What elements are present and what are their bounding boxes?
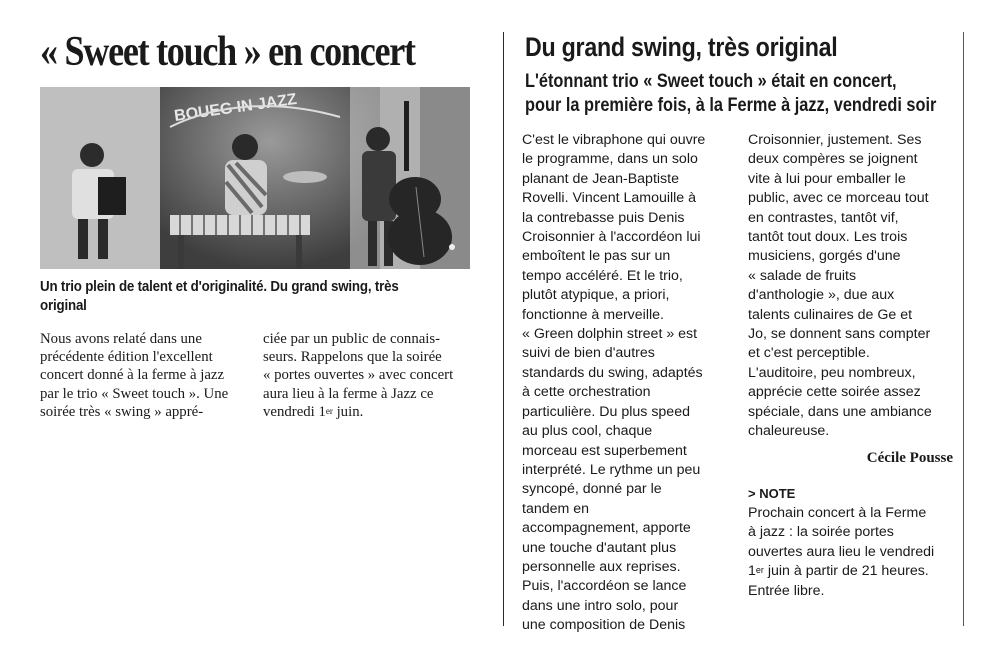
body-line: spéciale, dans une ambiance bbox=[748, 403, 932, 420]
body-line: particulière. Du plus speed bbox=[522, 403, 690, 420]
body-line: une composition de Denis bbox=[522, 617, 686, 634]
brief-line: seurs. Rappelons que la soirée bbox=[263, 349, 442, 366]
standfirst-line: pour la première fois, à la Ferme à jazz, vendredi soir bbox=[525, 95, 937, 116]
body-line: planant de Jean-Baptiste bbox=[522, 170, 679, 187]
body-line: interprété. Le rythme un peu bbox=[522, 461, 701, 478]
body-line: musiciens, gorgés d'une bbox=[748, 248, 901, 265]
brief-line: concert donné à la ferme à jazz bbox=[40, 367, 225, 384]
brief-column-1 bbox=[40, 330, 242, 421]
body-line: « Green dolphin street » est bbox=[522, 326, 698, 343]
body-line: Croisonnier, justement. Ses bbox=[748, 132, 922, 148]
body-line: Rovelli. Vincent Lamouille à bbox=[522, 190, 697, 207]
concert-photo-illustration bbox=[40, 87, 470, 269]
body-line: C'est le vibraphone qui ouvre bbox=[522, 132, 706, 148]
photo-sign-text: BOUEG IN JAZZ bbox=[173, 90, 298, 125]
body-line: le programme, dans un solo bbox=[522, 151, 698, 168]
body-line: standards du swing, adaptés bbox=[522, 364, 703, 381]
brief-line: « portes ouvertes » avec concert bbox=[263, 367, 454, 384]
left-headline: « Sweet touch » en concert bbox=[40, 29, 415, 75]
note-line-suffix: juin à partir de 21 heures. bbox=[763, 563, 929, 580]
body-line: Puis, l'accordéon se lance bbox=[522, 578, 687, 595]
body-line: accompagnement, apporte bbox=[522, 520, 691, 537]
body-line: plutôt atypique, a priori, bbox=[522, 287, 670, 304]
brief-line: aura lieu à la ferme à Jazz ce bbox=[263, 385, 434, 402]
right-edge-rule bbox=[963, 32, 964, 626]
body-line: Croisonnier à l'accordéon lui bbox=[522, 229, 701, 246]
brief-column-2 bbox=[263, 330, 469, 421]
body-line: d'anthologie », due aux bbox=[748, 287, 895, 304]
body-line: dans une intro solo, pour bbox=[522, 597, 679, 614]
body-line: « salade de fruits bbox=[748, 267, 857, 284]
byline: Cécile Pousse bbox=[866, 450, 953, 466]
concert-photo bbox=[40, 87, 470, 269]
right-headline: Du grand swing, très original bbox=[525, 32, 838, 62]
body-line: Jo, se donnent sans compter bbox=[748, 326, 931, 343]
body-line: en contrastes, tantôt vif, bbox=[748, 209, 899, 226]
body-line: talents culinaires de Ge et bbox=[748, 306, 913, 323]
note-line: Prochain concert à la Ferme bbox=[748, 505, 927, 521]
body-line: tandem en bbox=[522, 500, 590, 517]
body-line: morceau est superbement bbox=[522, 442, 687, 459]
note-line: à jazz : la soirée portes bbox=[748, 524, 894, 541]
body-line: apprécie cette soirée assez bbox=[748, 384, 921, 401]
brief-line-suffix: juin. bbox=[332, 403, 364, 420]
body-line: chaleureuse. bbox=[748, 423, 830, 440]
brief-line: soirée très « swing » appré- bbox=[40, 403, 204, 420]
body-line: public, avec ce morceau tout bbox=[748, 190, 929, 207]
body-line: suivi de bien d'autres bbox=[522, 345, 655, 362]
note-line-date bbox=[748, 562, 958, 581]
brief-line: précédente édition l'excellent bbox=[40, 349, 213, 366]
body-line: emboîtent le pas sur un bbox=[522, 248, 671, 265]
photo-caption-text: Un trio plein de talent et d'originalité. Du grand swing, très original bbox=[40, 279, 399, 314]
body-line: au plus cool, chaque bbox=[522, 423, 653, 440]
standfirst-line: L'étonnant trio « Sweet touch » était en concert, bbox=[525, 71, 897, 92]
brief-line-sup: er bbox=[325, 405, 333, 416]
column-divider bbox=[503, 32, 504, 626]
note-line: ouvertes aura lieu le vendredi bbox=[748, 543, 935, 560]
body-column-1 bbox=[522, 131, 732, 636]
brief-line-last bbox=[263, 403, 469, 421]
body-column-2 bbox=[748, 131, 958, 442]
note-text bbox=[748, 504, 958, 601]
body-line: tempo accéléré. Et le trio, bbox=[522, 267, 683, 284]
note-line: Entrée libre. bbox=[748, 582, 825, 599]
body-line: fonctionne à merveille. bbox=[522, 306, 664, 323]
brief-line: par le trio « Sweet touch ». Une bbox=[40, 385, 229, 402]
note-label: > NOTE bbox=[748, 486, 796, 501]
brief-line: Nous avons relaté dans une bbox=[40, 331, 202, 347]
body-line: personnelle aux reprises. bbox=[522, 558, 681, 575]
body-line: et c'est perceptible. bbox=[748, 345, 870, 362]
note-line-prefix: 1 bbox=[748, 563, 756, 580]
photo-caption bbox=[40, 278, 445, 316]
brief-line-prefix: vendredi 1 bbox=[263, 403, 326, 420]
body-line: une touche d'autant plus bbox=[522, 539, 677, 556]
body-line: à cette orchestration bbox=[522, 384, 651, 401]
standfirst bbox=[525, 70, 937, 118]
body-line: syncopé, donné par le bbox=[522, 481, 662, 498]
body-line: la contrebasse puis Denis bbox=[522, 209, 685, 226]
body-line: vite à lui pour emballer le bbox=[748, 170, 906, 187]
note-line-sup: er bbox=[755, 565, 764, 576]
body-line: tantôt tout doux. Les trois bbox=[748, 229, 908, 246]
brief-line: ciée par un public de connais- bbox=[263, 331, 441, 347]
body-line: L'auditoire, peu nombreux, bbox=[748, 364, 916, 381]
body-line: deux compères se joignent bbox=[748, 151, 918, 168]
